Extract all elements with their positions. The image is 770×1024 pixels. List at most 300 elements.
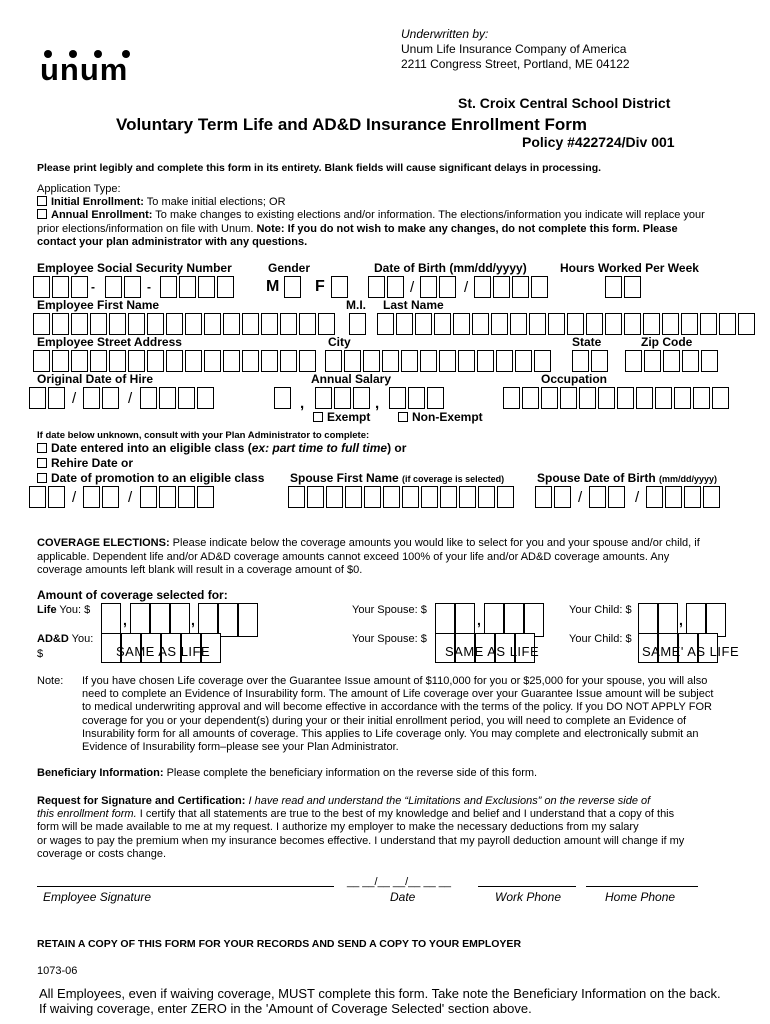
first-name-char[interactable] (52, 313, 69, 335)
hire-day[interactable] (83, 387, 121, 411)
ssn-digit[interactable] (52, 276, 69, 298)
signature-request-line-2 (37, 808, 757, 821)
dob-digit[interactable] (420, 276, 437, 298)
eligibility-checkbox-2[interactable] (37, 458, 47, 468)
city-label: City (328, 335, 351, 349)
occupation-char[interactable] (522, 387, 539, 409)
spouse-dob-month[interactable] (535, 486, 573, 510)
amount-digit[interactable] (435, 603, 455, 637)
hire-digit[interactable] (197, 387, 214, 409)
street-char[interactable] (71, 350, 88, 372)
coverage-heading: COVERAGE ELECTIONS: (37, 537, 170, 549)
street-char[interactable] (128, 350, 145, 372)
spouse-dob-digit[interactable] (535, 486, 552, 508)
spouse-name-char[interactable] (478, 486, 495, 508)
ssn-label: Employee Social Security Number (37, 261, 232, 275)
note-line: coverage for you or your dependent(s) during your or their initial enrollment period, you will need to complete an Evidence of (82, 714, 687, 727)
last-name-char[interactable] (434, 313, 451, 335)
spouse-dob-digit[interactable] (608, 486, 625, 508)
last-name-char[interactable] (491, 313, 508, 335)
hours-boxes[interactable] (605, 276, 643, 300)
last-name-char[interactable] (567, 313, 584, 335)
dob-year[interactable] (474, 276, 550, 300)
life-child-boxes[interactable] (638, 603, 678, 637)
dob-digit[interactable] (387, 276, 404, 298)
spouse-name-char[interactable] (383, 486, 400, 508)
beneficiary-text: Please complete the beneficiary information on the reverse side of this form. (163, 767, 538, 779)
form-title: Voluntary Term Life and AD&D Insurance Enrollment Form (116, 115, 588, 134)
home-phone-label: Home Phone (605, 890, 676, 904)
note-line: Insurability form for all amounts of coverage. This applies to Life coverage only. You may complete and electronically submit an (82, 727, 699, 740)
spouse-name-char[interactable] (497, 486, 514, 508)
life-spouse-boxes[interactable] (435, 603, 475, 637)
footer-line-2: If waiving coverage, enter ZERO in the 'Amount of Coverage Selected' section above. (39, 1001, 532, 1016)
elig-digit[interactable] (178, 486, 195, 508)
date-blank[interactable]: __ __/__ __/__ __ __ (347, 876, 451, 888)
hire-digit[interactable] (83, 387, 100, 409)
spouse-name-char[interactable] (326, 486, 343, 508)
amount-digit[interactable] (706, 603, 726, 637)
elig-digit[interactable] (29, 486, 46, 508)
spouse-dob-day[interactable] (589, 486, 627, 510)
street-char[interactable] (147, 350, 164, 372)
salary-digit[interactable] (427, 387, 444, 409)
retain-notice: RETAIN A COPY OF THIS FORM FOR YOUR RECORDS AND SEND A COPY TO YOUR EMPLOYER (37, 938, 522, 950)
occupation-char[interactable] (617, 387, 634, 409)
hire-month[interactable] (29, 387, 67, 411)
gender-m-box-wrap (284, 276, 303, 300)
initial-enrollment-label: Initial Enrollment: (51, 196, 144, 208)
life-child-label: Your Child: $ (569, 604, 632, 616)
life-you-boxes-3[interactable] (198, 603, 258, 637)
annual-enrollment-text-2 (37, 223, 678, 236)
gender-m-box[interactable] (284, 276, 301, 298)
coverage-text-2: applicable. Dependent life and/or AD&D coverage amounts cannot exceed 100% of your life and/or AD&D coverage amounts. Any (37, 551, 670, 563)
last-name-char[interactable] (529, 313, 546, 335)
salary-comma-2: , (375, 395, 380, 412)
hire-digit[interactable] (159, 387, 176, 409)
spouse-dob-slash: / (578, 489, 583, 506)
add-label: AD&D (37, 633, 69, 645)
last-name-char[interactable] (472, 313, 489, 335)
employee-signature-line[interactable] (37, 886, 334, 887)
annual-enrollment-text: To make changes to existing elections and/or information. The elections/information you indicate will replace your (152, 209, 705, 221)
elig-year[interactable] (140, 486, 216, 510)
dob-digit[interactable] (368, 276, 385, 298)
note-body (82, 675, 762, 754)
street-char[interactable] (261, 350, 278, 372)
street-boxes[interactable] (33, 350, 318, 374)
first-name-char[interactable] (128, 313, 145, 335)
ssn-digit[interactable] (105, 276, 122, 298)
street-char[interactable] (90, 350, 107, 372)
salary-digit[interactable] (334, 387, 351, 409)
amount-digit[interactable] (455, 603, 475, 637)
first-name-char[interactable] (71, 313, 88, 335)
add-spouse-label: Your Spouse: $ (352, 633, 427, 645)
note-line: to medical underwriting approval and will become effective in accordance with the terms of the policy. If you DO NOT APPLY FOR (82, 701, 712, 714)
life-you-label (37, 604, 90, 617)
street-label: Employee Street Address (37, 335, 182, 349)
unum-logo (40, 48, 140, 87)
amount-digit[interactable] (150, 603, 170, 637)
ssn-boxes[interactable] (33, 276, 90, 300)
unum-logo-text: unum (40, 52, 129, 87)
city-char[interactable] (382, 350, 399, 372)
spouse-dob-label (537, 471, 717, 486)
amount-digit[interactable] (130, 603, 150, 637)
coverage-text-1a: Please indicate below the coverage amounts you would like to select for you and your spouse and/or child, if (169, 537, 700, 549)
last-name-char[interactable] (624, 313, 641, 335)
elig-slash: / (72, 489, 77, 506)
city-char[interactable] (439, 350, 456, 372)
eligibility-option-1-text: Date entered into an eligible class ( (51, 441, 252, 455)
non-exempt-checkbox[interactable] (398, 412, 408, 422)
spouse-dob-digit[interactable] (554, 486, 571, 508)
city-char[interactable] (420, 350, 437, 372)
hire-slash: / (72, 390, 77, 407)
spouse-dob-digit[interactable] (684, 486, 701, 508)
first-name-boxes[interactable] (33, 313, 337, 337)
hire-digit[interactable] (140, 387, 157, 409)
first-name-char[interactable] (147, 313, 164, 335)
hire-date-label: Original Date of Hire (37, 372, 154, 386)
elig-digit[interactable] (159, 486, 176, 508)
street-char[interactable] (204, 350, 221, 372)
last-name-char[interactable] (586, 313, 603, 335)
spouse-dob-slash-2: / (635, 489, 640, 506)
gender-m-label: M (266, 278, 280, 295)
elig-digit[interactable] (83, 486, 100, 508)
add-you-text: You: (68, 633, 94, 645)
hours-digit[interactable] (624, 276, 641, 298)
amount-digit[interactable] (101, 603, 121, 637)
last-name-char[interactable] (719, 313, 736, 335)
zip-digit[interactable] (625, 350, 642, 372)
ssn-boxes-2[interactable] (105, 276, 143, 300)
amount-digit[interactable] (686, 603, 706, 637)
city-boxes[interactable] (325, 350, 553, 374)
spouse-dob-digit[interactable] (646, 486, 663, 508)
initial-enrollment-text: To make initial elections; OR (143, 196, 286, 208)
hire-slash-2: / (128, 390, 133, 407)
amount-digit[interactable] (638, 603, 658, 637)
life-spouse-label: Your Spouse: $ (352, 604, 427, 616)
zip-digit[interactable] (682, 350, 699, 372)
life-child-boxes-2[interactable] (686, 603, 726, 637)
occupation-char[interactable] (655, 387, 672, 409)
street-char[interactable] (223, 350, 240, 372)
salary-digit[interactable] (389, 387, 406, 409)
dob-digit[interactable] (493, 276, 510, 298)
zip-digit[interactable] (644, 350, 661, 372)
elig-digit[interactable] (197, 486, 214, 508)
city-char[interactable] (515, 350, 532, 372)
dob-slash-2: / (464, 279, 469, 296)
zip-digit[interactable] (663, 350, 680, 372)
first-name-char[interactable] (299, 313, 316, 335)
eligibility-option-1 (37, 441, 406, 455)
amount-digit[interactable] (170, 603, 190, 637)
spouse-name-char[interactable] (364, 486, 381, 508)
amount-digit[interactable] (524, 603, 544, 637)
zip-label: Zip Code (641, 335, 693, 349)
occupation-boxes[interactable] (503, 387, 731, 411)
zip-digit[interactable] (701, 350, 718, 372)
beneficiary-info (37, 767, 537, 780)
city-char[interactable] (344, 350, 361, 372)
signature-request-italic-2: this enrollment form. (37, 808, 137, 821)
occupation-char[interactable] (712, 387, 729, 409)
life-you-boxes-2[interactable] (130, 603, 190, 637)
dob-digit[interactable] (474, 276, 491, 298)
street-char[interactable] (185, 350, 202, 372)
beneficiary-heading: Beneficiary Information: (37, 767, 164, 779)
salary-boxes[interactable] (274, 387, 293, 411)
hours-label: Hours Worked Per Week (560, 261, 699, 275)
eligibility-option-1-example: ex: part time to full time (251, 441, 388, 455)
city-char[interactable] (325, 350, 342, 372)
add-child-same-as-life: SAME' AS LIFE (642, 644, 740, 659)
work-phone-line[interactable] (478, 886, 576, 887)
dob-label: Date of Birth (mm/dd/yyyy) (374, 261, 527, 275)
dob-slash: / (410, 279, 415, 296)
first-name-char[interactable] (185, 313, 202, 335)
eligibility-option-3 (37, 471, 264, 485)
life-you-text: You: $ (56, 604, 91, 616)
last-name-char[interactable] (700, 313, 717, 335)
eligibility-option-2 (37, 456, 133, 470)
street-char[interactable] (52, 350, 69, 372)
occupation-char[interactable] (541, 387, 558, 409)
last-name-char[interactable] (681, 313, 698, 335)
dob-digit[interactable] (439, 276, 456, 298)
state-char[interactable] (591, 350, 608, 372)
spouse-name-char[interactable] (288, 486, 305, 508)
street-char[interactable] (33, 350, 50, 372)
underwritten-label: Underwritten by: (401, 27, 489, 41)
company-address: 2211 Congress Street, Portland, ME 04122 (401, 57, 630, 71)
ssn-digit[interactable] (71, 276, 88, 298)
ssn-boxes-3[interactable] (160, 276, 236, 300)
ssn-digit[interactable] (179, 276, 196, 298)
first-name-char[interactable] (261, 313, 278, 335)
instructions: Please print legibly and complete this form in its entirety. Blank fields will cause significant delays in processing. (37, 162, 602, 174)
spouse-name-char[interactable] (440, 486, 457, 508)
amount-digit[interactable] (238, 603, 258, 637)
last-name-char[interactable] (738, 313, 755, 335)
life-child-comma: , (679, 612, 683, 628)
first-name-char[interactable] (33, 313, 50, 335)
dob-month[interactable] (368, 276, 406, 300)
annual-enrollment-note-2: contact your plan administrator with any questions. (37, 236, 308, 248)
amount-digit[interactable] (218, 603, 238, 637)
gender-f-box-wrap (331, 276, 350, 300)
eligibility-option-3-text: Date of promotion to an eligible class (51, 471, 265, 485)
occupation-char[interactable] (693, 387, 710, 409)
mi-box[interactable] (349, 313, 366, 335)
first-name-char[interactable] (318, 313, 335, 335)
last-name-char[interactable] (510, 313, 527, 335)
salary-digit[interactable] (315, 387, 332, 409)
first-name-char[interactable] (280, 313, 297, 335)
amount-heading: Amount of coverage selected for: (37, 588, 228, 602)
eligibility-checkbox-1[interactable] (37, 443, 47, 453)
exempt-label: Exempt (327, 410, 371, 424)
first-name-char[interactable] (109, 313, 126, 335)
initial-enrollment-checkbox[interactable] (37, 196, 47, 206)
spouse-dob-year[interactable] (646, 486, 722, 510)
ssn-dash-2: - (147, 280, 151, 294)
salary-digit[interactable] (408, 387, 425, 409)
salary-boxes-2[interactable] (315, 387, 372, 411)
amount-digit[interactable] (504, 603, 524, 637)
last-name-char[interactable] (605, 313, 622, 335)
last-name-boxes[interactable] (377, 313, 757, 337)
salary-digit[interactable] (353, 387, 370, 409)
life-spouse-comma: , (477, 612, 481, 628)
mi-box-wrap (349, 313, 368, 337)
spouse-name-char[interactable] (459, 486, 476, 508)
hire-digit[interactable] (48, 387, 65, 409)
signature-request-text-2: I certify that all statements are true to the best of my knowledge and belief and I understand that a copy of this (136, 808, 675, 821)
elig-month[interactable] (29, 486, 67, 510)
last-name-char[interactable] (453, 313, 470, 335)
work-phone-label: Work Phone (495, 890, 562, 904)
spouse-name-char[interactable] (402, 486, 419, 508)
spouse-name-char[interactable] (307, 486, 324, 508)
city-char[interactable] (534, 350, 551, 372)
spouse-dob-digit[interactable] (665, 486, 682, 508)
annual-enrollment-checkbox[interactable] (37, 209, 47, 219)
note-line: need to complete an Evidence of Insurability form. The amount of Life coverage over your Guarantee Issue amount will be subject (82, 688, 714, 701)
spouse-name-label (290, 471, 504, 486)
spouse-dob-text: Spouse Date of Birth (537, 471, 656, 485)
spouse-dob-digit[interactable] (703, 486, 720, 508)
elig-digit[interactable] (48, 486, 65, 508)
last-name-char[interactable] (548, 313, 565, 335)
spouse-name-text: Spouse First Name (290, 471, 399, 485)
elig-slash-2: / (128, 489, 133, 506)
first-name-char[interactable] (166, 313, 183, 335)
elig-digit[interactable] (102, 486, 119, 508)
dob-digit[interactable] (512, 276, 529, 298)
street-char[interactable] (166, 350, 183, 372)
elig-day[interactable] (83, 486, 121, 510)
first-name-char[interactable] (90, 313, 107, 335)
ssn-digit[interactable] (198, 276, 215, 298)
salary-boxes-3[interactable] (389, 387, 446, 411)
coverage-text-3: coverage amounts left blank will result in a coverage amount of $0. (37, 564, 363, 576)
hire-digit[interactable] (29, 387, 46, 409)
occupation-label: Occupation (541, 372, 608, 386)
policy-number: Policy #422724/Div 001 (522, 134, 675, 150)
life-spouse-boxes-2[interactable] (484, 603, 544, 637)
annual-enrollment-note: Note: If you do not wish to make any changes, do not complete this form. Please (256, 223, 678, 235)
last-name-char[interactable] (396, 313, 413, 335)
hire-year[interactable] (140, 387, 216, 411)
street-char[interactable] (242, 350, 259, 372)
ssn-digit[interactable] (124, 276, 141, 298)
exempt-checkbox[interactable] (313, 412, 323, 422)
mi-label: M.I. (346, 298, 366, 312)
occupation-char[interactable] (598, 387, 615, 409)
occupation-char[interactable] (674, 387, 691, 409)
dob-day[interactable] (420, 276, 458, 300)
annual-enrollment-text-cont: prior elections/information on file with Unum. (37, 223, 257, 235)
ssn-digit[interactable] (217, 276, 234, 298)
life-you-boxes[interactable] (101, 603, 121, 637)
spouse-name-char[interactable] (345, 486, 362, 508)
ssn-digit[interactable] (33, 276, 50, 298)
spouse-name-char[interactable] (421, 486, 438, 508)
last-name-char[interactable] (643, 313, 660, 335)
eligibility-note: If date below unknown, consult with your Plan Administrator to complete: (37, 430, 370, 441)
last-name-char[interactable] (415, 313, 432, 335)
amount-digit[interactable] (198, 603, 218, 637)
zip-boxes[interactable] (625, 350, 720, 374)
spouse-name-note: (if coverage is selected) (402, 474, 505, 484)
signature-request-italic: I have read and understand the “Limitations and Exclusions” on the reverse side of (245, 795, 651, 807)
spouse-dob-note: (mm/dd/yyyy) (659, 474, 718, 484)
state-boxes[interactable] (572, 350, 610, 374)
occupation-char[interactable] (579, 387, 596, 409)
eligibility-option-2-text: Rehire Date or (51, 456, 134, 470)
non-exempt-label: Non-Exempt (412, 410, 483, 424)
street-char[interactable] (280, 350, 297, 372)
street-char[interactable] (299, 350, 316, 372)
dob-digit[interactable] (531, 276, 548, 298)
signature-request-line-4: or wages to pay the premium when my insurance becomes effective. I understand that my payroll deduction amount will change if my (37, 834, 685, 847)
hours-digit[interactable] (605, 276, 622, 298)
signature-request-line-1 (37, 795, 757, 808)
first-name-char[interactable] (223, 313, 240, 335)
hire-digit[interactable] (178, 387, 195, 409)
last-name-char[interactable] (662, 313, 679, 335)
signature-request-heading: Request for Signature and Certification: (37, 795, 246, 807)
initial-enrollment-option (37, 196, 286, 209)
eligibility-checkbox-3[interactable] (37, 473, 47, 483)
salary-digit[interactable] (274, 387, 291, 409)
company-name: Unum Life Insurance Company of America (401, 42, 627, 56)
city-char[interactable] (458, 350, 475, 372)
add-dollar: $ (37, 648, 44, 660)
first-name-char[interactable] (242, 313, 259, 335)
amount-digit[interactable] (658, 603, 678, 637)
home-phone-line[interactable] (586, 886, 698, 887)
footer-line-1: All Employees, even if waiving coverage, MUST complete this form. Take note the Beneficiary Information on the back. (39, 986, 721, 1001)
city-char[interactable] (477, 350, 494, 372)
state-char[interactable] (572, 350, 589, 372)
occupation-char[interactable] (560, 387, 577, 409)
city-char[interactable] (496, 350, 513, 372)
occupation-char[interactable] (636, 387, 653, 409)
city-char[interactable] (401, 350, 418, 372)
non-exempt-option (398, 411, 483, 424)
city-char[interactable] (363, 350, 380, 372)
street-char[interactable] (109, 350, 126, 372)
gender-f-box[interactable] (331, 276, 348, 298)
occupation-char[interactable] (503, 387, 520, 409)
amount-digit[interactable] (484, 603, 504, 637)
last-name-char[interactable] (377, 313, 394, 335)
elig-digit[interactable] (140, 486, 157, 508)
hire-digit[interactable] (102, 387, 119, 409)
spouse-name-boxes[interactable] (288, 486, 516, 510)
spouse-dob-digit[interactable] (589, 486, 606, 508)
ssn-digit[interactable] (160, 276, 177, 298)
first-name-char[interactable] (204, 313, 221, 335)
